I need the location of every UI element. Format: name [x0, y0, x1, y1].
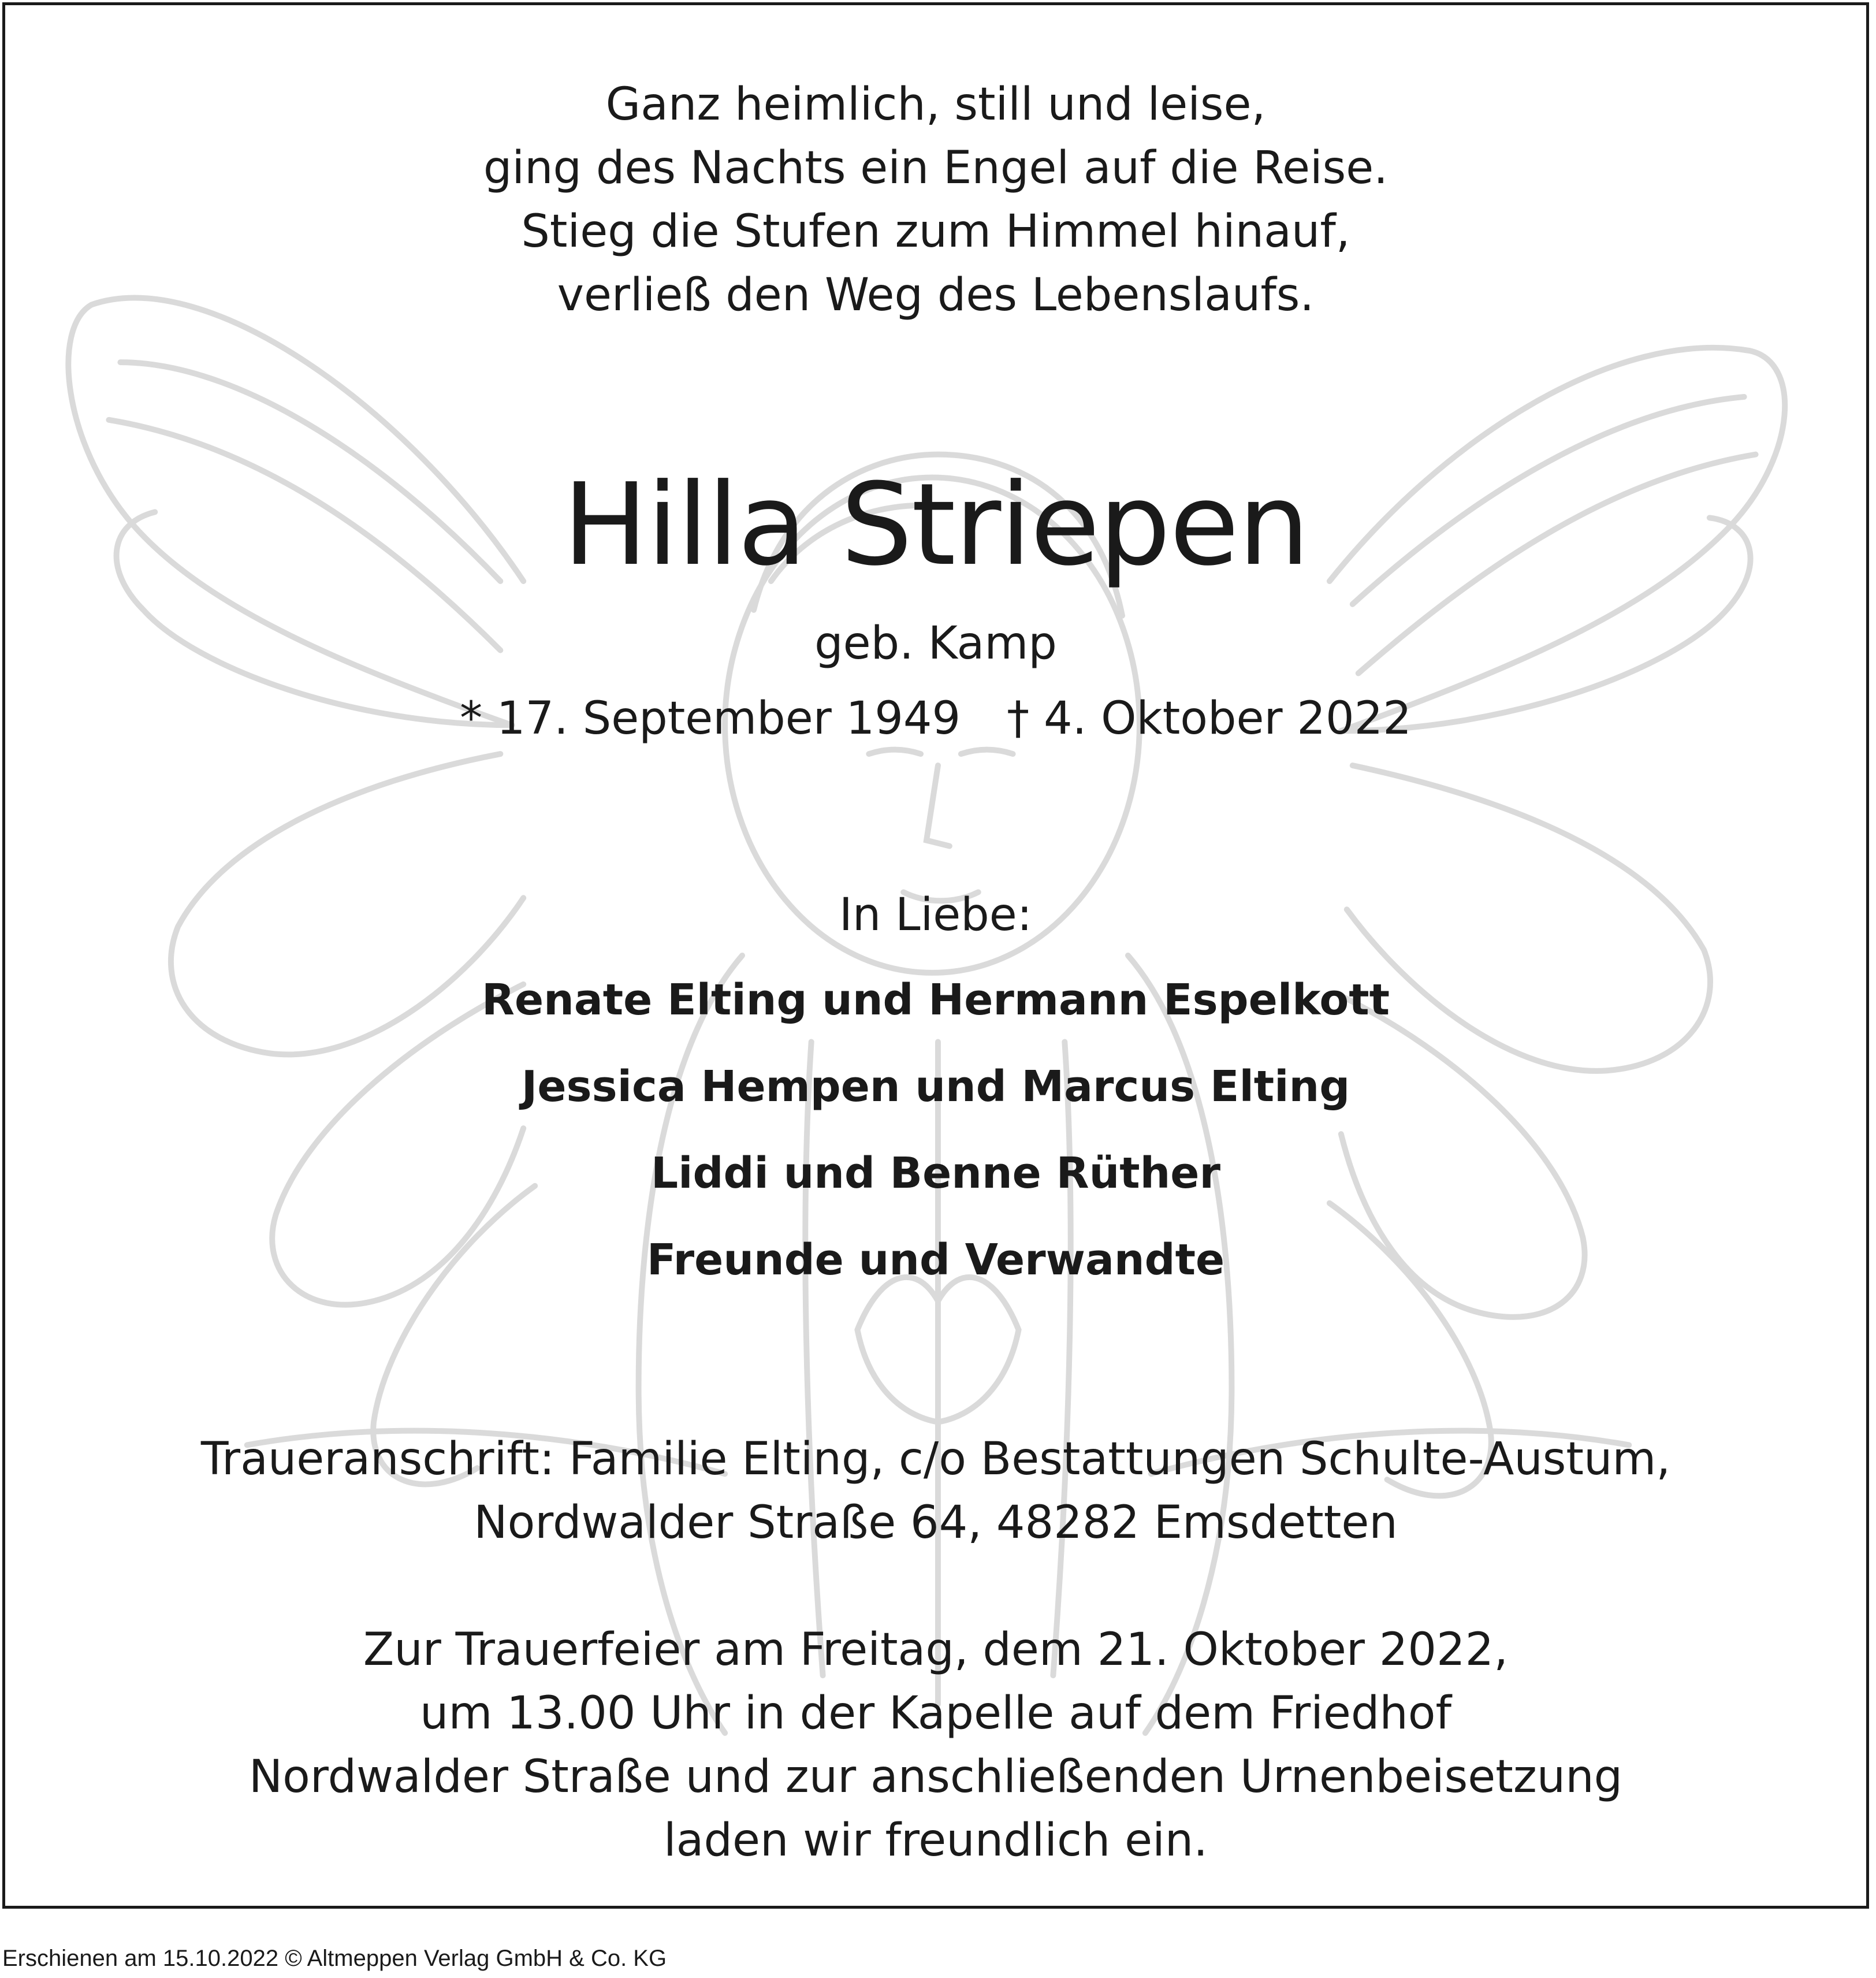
life-dates: [5, 687, 1866, 750]
service-line: um 13.00 Uhr in der Kapelle auf dem Friedhof: [420, 1687, 1451, 1739]
address-line: Nordwalder Straße 64, 48282 Emsdetten: [474, 1497, 1398, 1549]
birth-date: * 17. September 1949: [460, 693, 961, 745]
poem-line: verließ den Weg des Lebenslaufs.: [557, 269, 1315, 321]
poem-line: ging des Nachts ein Engel auf die Reise.: [483, 142, 1389, 194]
address-line: Traueranschrift: Familie Elting, c/o Bestattungen Schulte-Austum,: [200, 1433, 1671, 1485]
mourner-name: Liddi und Benne Rüther: [651, 1148, 1220, 1198]
mourner-name: Renate Elting und Hermann Espelkott: [482, 975, 1390, 1025]
birth-name: geb. Kamp: [814, 618, 1057, 670]
service-line: Zur Trauerfeier am Freitag, dem 21. Oktober 2022,: [363, 1624, 1509, 1676]
poem-line: Ganz heimlich, still und leise,: [605, 79, 1266, 131]
mourner-name: Freunde und Verwandte: [646, 1235, 1225, 1285]
deceased-name: Hilla Striepen: [563, 459, 1309, 591]
service-line: Nordwalder Straße und zur anschließenden Urnenbeisetzung: [248, 1751, 1623, 1803]
obituary-frame: [2, 2, 1869, 1909]
publication-note: Erschienen am 15.10.2022 © Altmeppen Verlag GmbH & Co. KG: [2, 1946, 667, 1971]
service-line: laden wir freundlich ein.: [663, 1815, 1208, 1867]
poem-line: Stieg die Stufen zum Himmel hinauf,: [521, 206, 1350, 258]
mourners-intro: In Liebe:: [839, 889, 1033, 941]
mourner-name: Jessica Hempen und Marcus Elting: [521, 1062, 1350, 1111]
death-date: † 4. Oktober 2022: [1007, 693, 1412, 745]
